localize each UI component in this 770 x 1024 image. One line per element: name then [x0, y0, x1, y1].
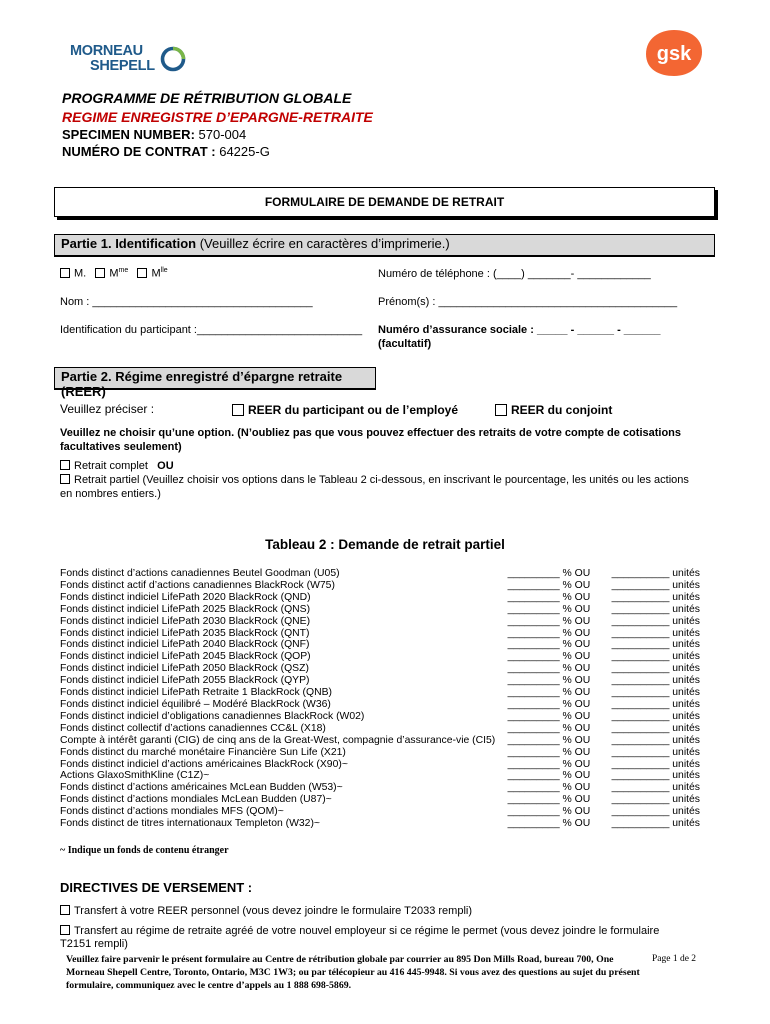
fund-name: Fonds distinct indiciel LifePath 2030 BlackRock (QNE)	[60, 615, 311, 627]
fund-percent-field[interactable]: _________ % OU	[507, 687, 591, 699]
directive-option-2-label: Transfert au régime de retraite agréé de votre nouvel employeur si ce régime le permet (vous devez joindre le formulaire T2151 rempli)	[60, 925, 660, 950]
phone-field[interactable]: Numéro de téléphone : (____) _______- ____________	[378, 268, 651, 280]
fund-units-field[interactable]: __________ unités	[611, 687, 700, 699]
fund-name: Fonds distinct indiciel LifePath Retraite 1 BlackRock (QNB)	[60, 687, 332, 699]
full-withdrawal-option[interactable]	[60, 460, 174, 472]
fund-table-body	[60, 568, 700, 830]
fund-units-field[interactable]: __________ unités	[611, 663, 700, 675]
fund-row	[60, 806, 700, 818]
fund-row	[60, 639, 700, 651]
fund-row	[60, 687, 700, 699]
page-number: Page 1 de 2	[652, 954, 697, 964]
logo-line-1: MORNEAU	[70, 43, 143, 59]
fund-row	[60, 782, 700, 794]
fund-percent-field[interactable]: _________ % OU	[507, 639, 591, 651]
form-title: FORMULAIRE DE DEMANDE DE RETRAIT	[54, 187, 715, 217]
fund-row	[60, 568, 700, 580]
fund-percent-field[interactable]: _________ % OU	[507, 675, 591, 687]
fund-percent-field[interactable]: _________ % OU	[507, 698, 591, 710]
checkbox-directive-2[interactable]	[60, 925, 70, 935]
fund-name: Fonds distinct d’actions canadiennes Beutel Goodman (U05)	[60, 568, 340, 579]
or-label: OU	[157, 460, 174, 472]
fund-row	[60, 794, 700, 806]
gsk-logo-text: gsk	[656, 43, 692, 65]
fund-percent-field[interactable]: _________ % OU	[507, 579, 591, 591]
fund-row	[60, 818, 700, 830]
checkbox-partial-withdrawal[interactable]	[60, 474, 70, 484]
directive-option-2[interactable]	[60, 925, 685, 951]
checkbox-full-withdrawal[interactable]	[60, 460, 70, 470]
fund-units-field[interactable]: __________ unités	[611, 746, 700, 758]
checkbox-ms[interactable]	[137, 268, 147, 278]
fund-percent-field[interactable]: _________ % OU	[507, 770, 591, 782]
fund-percent-field[interactable]: _________ % OU	[507, 746, 591, 758]
contract-number	[62, 144, 270, 159]
contract-label: NUMÉRO DE CONTRAT :	[62, 144, 216, 159]
fund-units-field[interactable]: __________ unités	[611, 758, 700, 770]
fund-percent-field[interactable]: _________ % OU	[507, 615, 591, 627]
fund-name: Fonds distinct d’actions américaines McLean Budden (W53)~	[60, 782, 343, 794]
fund-percent-field[interactable]: _________ % OU	[507, 794, 591, 806]
fund-percent-field[interactable]: _________ % OU	[507, 568, 591, 579]
footer-instructions: Veuillez faire parvenir le présent formulaire au Centre de rétribution globale par courrier au 895 Don Mills Road, bureau 700, One Morneau Shepell Centre, Toronto, Ontario, M3C 1W3; ou par télécopieur au 416 445-9948. Si vous avez des questions au sujet du présent formulaire, communiquez avec le centre d’appels au 1 888 698-5869.	[66, 954, 640, 991]
salutation-options	[60, 267, 168, 280]
fund-row	[60, 723, 700, 735]
partial-withdrawal-option[interactable]	[60, 474, 700, 501]
fund-units-field[interactable]: __________ unités	[611, 639, 700, 651]
firstname-field[interactable]: Prénom(s) : _______________________________________	[378, 296, 678, 308]
fund-units-field[interactable]: __________ unités	[611, 615, 700, 627]
morneau-shepell-ring-icon	[160, 46, 186, 72]
option-spouse[interactable]	[495, 403, 612, 417]
salutation-ms: M	[151, 267, 161, 280]
morneau-shepell-wordmark	[70, 44, 155, 74]
checkbox-spouse-rrsp[interactable]	[495, 404, 507, 416]
fund-units-field[interactable]: __________ unités	[611, 591, 700, 603]
morneau-shepell-logo	[70, 44, 192, 80]
fund-row	[60, 604, 700, 616]
fund-units-field[interactable]: __________ unités	[611, 698, 700, 710]
fund-row	[60, 675, 700, 687]
part1-subtitle: (Veuillez écrire en caractères d’imprimerie.)	[199, 236, 450, 251]
fund-name: Fonds distinct indiciel LifePath 2055 BlackRock (QYP)	[60, 675, 310, 687]
checkbox-mrs[interactable]	[95, 268, 105, 278]
option-participant[interactable]	[232, 403, 458, 417]
fund-units-field[interactable]: __________ unités	[611, 770, 700, 782]
directives-title: DIRECTIVES DE VERSEMENT :	[60, 880, 253, 895]
directive-option-1[interactable]	[60, 905, 472, 917]
fund-name: Fonds distinct d’actions mondiales MFS (QOM)~	[60, 806, 284, 818]
checkbox-directive-1[interactable]	[60, 905, 70, 915]
specify-label: Veuillez préciser :	[60, 402, 155, 416]
checkbox-mr[interactable]	[60, 268, 70, 278]
salutation-mrs: M	[109, 267, 119, 280]
fund-row	[60, 628, 700, 640]
fund-units-field[interactable]: __________ unités	[611, 603, 700, 615]
full-withdrawal-label: Retrait complet	[74, 460, 148, 472]
fund-units-field[interactable]: __________ unités	[611, 818, 700, 830]
fund-row	[60, 592, 700, 604]
sin-note: (facultatif)	[378, 338, 432, 350]
fund-name: Fonds distinct indiciel équilibré – Modéré BlackRock (W36)	[60, 698, 331, 710]
fund-percent-field[interactable]: _________ % OU	[507, 663, 591, 675]
fund-name: Fonds distinct du marché monétaire Financière Sun Life (X21)	[60, 746, 346, 758]
fund-row	[60, 747, 700, 759]
fund-percent-field[interactable]: _________ % OU	[507, 710, 591, 722]
checkbox-participant-rrsp[interactable]	[232, 404, 244, 416]
option-spouse-label: REER du conjoint	[511, 403, 613, 417]
fund-name: Fonds distinct indiciel LifePath 2050 BlackRock (QSZ)	[60, 663, 309, 675]
fund-units-field[interactable]: __________ unités	[611, 782, 700, 794]
regime-title: REGIME ENREGISTRE D’EPARGNE-RETRAITE	[62, 109, 373, 125]
fund-percent-field[interactable]: _________ % OU	[507, 818, 591, 830]
specimen-number	[62, 127, 246, 142]
gsk-logo-icon	[640, 28, 706, 78]
part1-title: Partie 1. Identification	[61, 236, 197, 251]
fund-units-field[interactable]: __________ unités	[611, 675, 700, 687]
fund-row	[60, 663, 700, 675]
fund-units-field[interactable]: __________ unités	[611, 806, 700, 818]
part1-header	[54, 234, 715, 257]
option-participant-label: REER du participant ou de l’employé	[248, 403, 459, 417]
fund-percent-field[interactable]: _________ % OU	[507, 651, 591, 663]
fund-row	[60, 651, 700, 663]
fund-units-field[interactable]: __________ unités	[611, 579, 700, 591]
fund-name: Fonds distinct collectif d’actions canadiennes CC&L (X18)	[60, 722, 326, 734]
name-field[interactable]: Nom : ____________________________________	[60, 296, 313, 308]
fund-percent-field[interactable]: _________ % OU	[507, 722, 591, 734]
fund-name: Fonds distinct indiciel LifePath 2035 BlackRock (QNT)	[60, 627, 310, 639]
salutation-mrs-sup: me	[118, 267, 129, 274]
fund-row	[60, 616, 700, 628]
table2-title: Tableau 2 : Demande de retrait partiel	[265, 537, 505, 552]
contract-value: 64225-G	[219, 144, 270, 159]
gsk-logo	[640, 28, 706, 78]
part2-instruction: Veuillez ne choisir qu’une option. (N’oubliez pas que vous pouvez effectuer des retraits de votre compte de cotisations facultatives seulement)	[60, 427, 682, 453]
fund-name: Fonds distinct indiciel LifePath 2045 BlackRock (QOP)	[60, 651, 311, 663]
part2-header	[54, 367, 376, 399]
fund-percent-field[interactable]: _________ % OU	[507, 782, 591, 794]
fund-name: Fonds distinct d’actions mondiales McLean Budden (U87)~	[60, 794, 332, 806]
fund-percent-field[interactable]: _________ % OU	[507, 734, 591, 746]
fund-name: Fonds distinct de titres internationaux Templeton (W32)~	[60, 818, 320, 830]
specimen-label: SPECIMEN NUMBER:	[62, 127, 195, 142]
fund-units-field[interactable]: __________ unités	[611, 568, 700, 579]
fund-table	[60, 568, 700, 830]
fund-units-field[interactable]: __________ unités	[611, 627, 700, 639]
fund-units-field[interactable]: __________ unités	[611, 722, 700, 734]
part1-title-wrap	[61, 236, 450, 251]
fund-percent-field[interactable]: _________ % OU	[507, 627, 591, 639]
fund-row	[60, 711, 700, 723]
program-title: PROGRAMME DE RÉTRIBUTION GLOBALE	[62, 90, 352, 106]
fund-name: Fonds distinct actif d’actions canadiennes BlackRock (W75)	[60, 579, 335, 591]
fund-row	[60, 735, 700, 747]
fund-row	[60, 699, 700, 711]
fund-name: Compte à intérêt garanti (CIG) de cinq ans de la Great-West, compagnie d’assurance-vie (CI5)	[60, 734, 496, 746]
directive-option-1-label: Transfert à votre REER personnel (vous devez joindre le formulaire T2033 rempli)	[74, 905, 473, 917]
fund-units-field[interactable]: __________ unités	[611, 710, 700, 722]
sin-field[interactable]: Numéro d’assurance sociale : _____ - ______ - ______	[378, 324, 661, 336]
fund-row	[60, 759, 700, 771]
fund-percent-field[interactable]: _________ % OU	[507, 591, 591, 603]
fund-percent-field[interactable]: _________ % OU	[507, 758, 591, 770]
fund-row	[60, 770, 700, 782]
fund-name: Fonds distinct indiciel LifePath 2020 BlackRock (QND)	[60, 591, 311, 603]
part2-title: Partie 2. Régime enregistré d’épargne retraite (REER)	[61, 369, 343, 399]
fund-percent-field[interactable]: _________ % OU	[507, 603, 591, 615]
fund-percent-field[interactable]: _________ % OU	[507, 806, 591, 818]
fund-row	[60, 580, 700, 592]
fund-units-field[interactable]: __________ unités	[611, 794, 700, 806]
fund-name: Fonds distinct indiciel LifePath 2025 BlackRock (QNS)	[60, 603, 311, 615]
partial-withdrawal-label: Retrait partiel (Veuillez choisir vos options dans le Tableau 2 ci-dessous, en inscrivant le pourcentage, les unités ou les actions en nombres entiers.)	[60, 474, 689, 500]
fund-name: Fonds distinct indiciel d’obligations canadiennes BlackRock (W02)	[60, 710, 365, 722]
fund-units-field[interactable]: __________ unités	[611, 734, 700, 746]
foreign-content-note: ~ Indique un fonds de contenu étranger	[60, 845, 229, 856]
salutation-ms-sup: lle	[160, 267, 168, 274]
salutation-mr: M.	[74, 267, 87, 280]
fund-name: Fonds distinct indiciel LifePath 2040 BlackRock (QNF)	[60, 639, 310, 651]
fund-name: Actions GlaxoSmithKline (C1Z)~	[60, 770, 210, 782]
specimen-value: 570-004	[198, 127, 247, 142]
fund-name: Fonds distinct indiciel d’actions américaines BlackRock (X90)~	[60, 758, 348, 770]
participant-id-field[interactable]: Identification du participant :___________________________	[60, 324, 363, 336]
logo-line-2: SHEPELL	[90, 58, 155, 74]
fund-units-field[interactable]: __________ unités	[611, 651, 700, 663]
